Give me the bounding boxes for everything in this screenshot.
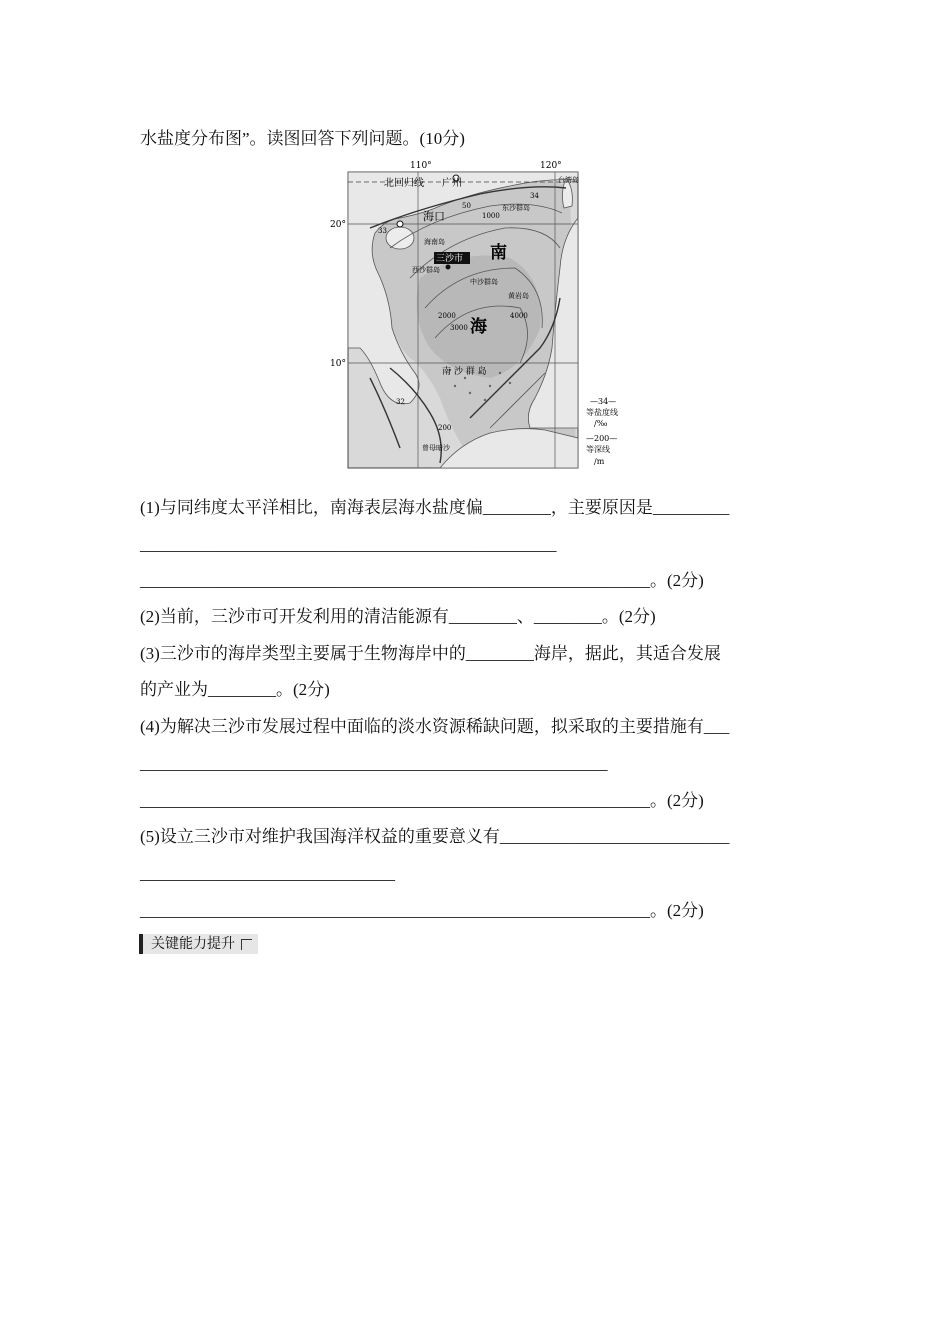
q1-line1: (1)与同纬度太平洋相比，南海表层海水盐度偏________，主要原因是_________ [140, 498, 730, 517]
section-title-tag [139, 934, 258, 954]
section-title: 关键能力提升 [151, 936, 235, 952]
lon-110-label: 110° [410, 161, 432, 171]
south-china-sea-map [330, 158, 630, 473]
q4-line3: ____________________________________________________________。(2分) [140, 791, 704, 810]
nansha-label: 南 沙 群 岛 [442, 367, 487, 377]
hai-label: 海 [470, 317, 487, 337]
q1-line2: _________________________________________________ [140, 535, 557, 554]
legend-depth-unit: /m [594, 457, 605, 466]
q4-line1: (4)为解决三沙市发展过程中面临的淡水资源稀缺问题，拟采取的主要措施有___ [140, 717, 730, 736]
huangyan-label: 黄岩岛 [508, 292, 529, 300]
q4-line2: _______________________________________________________ [140, 754, 608, 773]
xisha-label: 西沙群岛 [412, 266, 440, 274]
haikou-label: 海口 [423, 210, 445, 223]
lon-120-label: 120° [540, 161, 562, 171]
q3-line2: 的产业为________。(2分) [140, 680, 330, 699]
hainan-label: 海南岛 [424, 238, 445, 246]
nan-label: 南 [490, 243, 507, 263]
zhongsha-label: 中沙群岛 [470, 278, 498, 286]
iso-label: 2000 [438, 312, 456, 320]
lat-20-label: 20° [330, 220, 346, 230]
iso-label: 1000 [482, 212, 500, 220]
legend-salinity-unit: /‰ [594, 419, 608, 428]
intro-text: 水盐度分布图”。读图回答下列问题。(10分) [140, 129, 465, 148]
legend-depth-value: —200— [586, 434, 618, 443]
iso-label: 4000 [510, 312, 528, 320]
q1-line3: ____________________________________________________________。(2分) [140, 571, 704, 590]
sansha-label: 三沙市 [436, 254, 464, 264]
iso-label: 50 [462, 202, 471, 210]
tropic-label: 北回归线 [384, 178, 424, 189]
dongsha-label: 东沙群岛 [502, 204, 530, 212]
q5-line2: ______________________________ [140, 864, 395, 883]
iso-label: 32 [396, 398, 405, 406]
iso-label: 34 [530, 192, 539, 200]
legend-salinity-label: 等盐度线 [586, 408, 618, 417]
haikou-point [397, 221, 403, 227]
iso-label: 3000 [450, 324, 468, 332]
iso-label: 33 [378, 227, 387, 235]
legend-depth-label: 等深线 [586, 445, 610, 454]
lat-10-label: 10° [330, 359, 346, 369]
taiwan-label: 台湾岛 [558, 176, 579, 184]
q5-line3: ____________________________________________________________。(2分) [140, 901, 704, 920]
q3-line1: (3)三沙市的海岸类型主要属于生物海岸中的________海岸，据此，其适合发展 [140, 644, 721, 663]
corner-mark-icon [241, 939, 252, 950]
iso-label: 200 [438, 424, 452, 432]
legend-salinity-value: —34— [590, 397, 617, 406]
q5-line1: (5)设立三沙市对维护我国海洋权益的重要意义有___________________________ [140, 827, 730, 846]
q2: (2)当前，三沙市可开发利用的清洁能源有________、________。(2分) [140, 607, 656, 626]
guangzhou-label: 广州 [442, 178, 462, 189]
sansha-point [446, 265, 451, 270]
zengmu-label: 曾母暗沙 [422, 444, 450, 452]
hainan-island [386, 227, 414, 249]
